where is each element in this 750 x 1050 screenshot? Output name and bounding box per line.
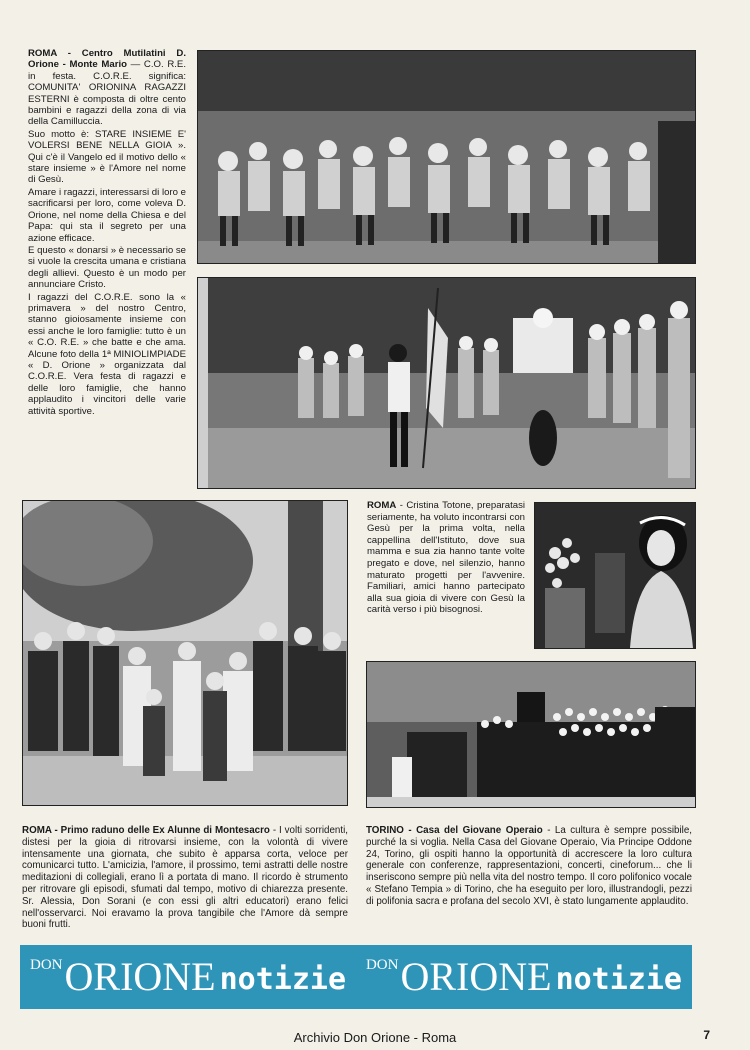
article-core-lead: ROMA - Centro Mutilatini D. Orione - Monte Mario	[28, 48, 186, 71]
article-first-communion	[367, 500, 525, 616]
article-core-p4: E questo « donarsi » è necessario se si vuole la crescita umana e cristiana degli allievi. Questo è un modo per annunciare Cristo.	[28, 244, 186, 291]
article-core-p1: — C.O. R.E. in festa. C.O.R.E. significa: COMUNITA' ORIONINA RAGAZZI ESTERNI è composta di oltre cento bambini e ragazzi della zona di via della Camilluccia.	[28, 59, 186, 128]
photo-first-communion-girl	[534, 502, 696, 649]
photo-children-running	[197, 50, 696, 264]
photo-parade-flag	[197, 277, 696, 489]
don-orione-notizie-banner	[20, 945, 692, 1009]
masthead-logo-right	[365, 954, 682, 999]
article-first-communion-lead: ROMA	[367, 500, 397, 511]
article-ex-alunne-lead: ROMA - Primo raduno delle Ex Alunne di Montesacro	[22, 825, 270, 836]
page-number: 7	[703, 1028, 710, 1042]
article-ex-alunne-text: - I volti sorridenti, distesi per la gioia di ritrovarsi insieme, con la volontà di vivere intensamente una giornata, che subito è apparsa corta, veloce per comunicarci tutto. L'amicizia, l'amore, il prossimo, temi astratti delle nostre meditazioni di collegiali, erano lì a portata di mano. Il ricordo è strumento per ritrovare gli episodi, sfumati dal tempo, motivo di chiarezza presente. Sr. Alessia, Don Sorani (e con essi gli altri educatori) erano felici nell'osservarci. Noi eravamo la prova tangibile che l'Amore dà sempre buoni frutti.	[22, 825, 348, 931]
article-core-text	[28, 48, 186, 418]
masthead-logo-left	[30, 954, 347, 999]
article-torino-lead: TORINO - Casa del Giovane Operaio	[366, 825, 543, 836]
article-ex-alunne	[22, 825, 348, 931]
article-torino	[366, 825, 692, 908]
article-torino-text: - La cultura è sempre possibile, purché la si voglia. Nella Casa del Giovane Operaio, Via Principe Oddone 24, Torino, gli ospiti hanno la opportunità di accrescere la loro cultura generale con conferenze, rappresentazioni, concerti, cineforum... che li inseriscono sempre più nella vita del nostro tempo. Il coro polifonico vocale « Stefano Tempia » di Torino, che ha eseguito per loro, illustrandogli, pezzi di polifonia sacra e profana del secolo XVI, è stato lungamente applaudito.	[366, 825, 693, 907]
article-first-communion-text: - Cristina Totone, preparatasi seriamente, ha voluto incontrarsi con Gesù per la prima volta, nella cappellina dell'Istituto, dove sua mamma e sua zia hanno tante volte pregato e dove, nel silenzio, hanno maturato progetti per l'avvenire. Familiari, amici hanno partecipato alla sua gioia di vivere con Gesù la carità verso i più bisognosi.	[367, 500, 525, 616]
photo-ex-alunne-group	[22, 500, 348, 806]
logo-notizie-2: notizie	[555, 962, 682, 997]
logo-orione-2: ORIONE	[400, 954, 552, 999]
logo-don-2: DON	[365, 957, 399, 973]
logo-orione: ORIONE	[64, 954, 216, 999]
logo-notizie: notizie	[219, 962, 347, 997]
article-core-p3: Amare i ragazzi, interessarsi di loro e sacrificarsi per loro, come voleva D. Orione, nel nome della Chiesa e del Papa: qui sta il segreto per una azione efficace.	[28, 186, 186, 244]
archive-footer: Archivio Don Orione - Roma	[293, 1030, 457, 1045]
logo-don: DON	[30, 957, 63, 973]
photo-choir-concert	[366, 661, 696, 808]
article-core-p2: Suo motto è: STARE INSIEME E' VOLERSI BENE NELLA GIOIA ». Qui c'è il Vangelo ed il motivo dello « stare insieme » è l'Amore nel nome di Gesù.	[28, 128, 186, 186]
article-core-p5: I ragazzi del C.O.R.E. sono la « primavera » del nostro Centro, stanno gioiosamente insieme con essi anche le loro famiglie: tutto è un « C.O. R.E. » che batte e che ama. Alcune foto della 1ª MINIOLIMPIADE « D. Orione » organizzata dal C.O.R.E. Vera festa di ragazzi e delle loro famiglie, che hanno applaudito i vincitori delle varie attività sportive.	[28, 291, 186, 417]
